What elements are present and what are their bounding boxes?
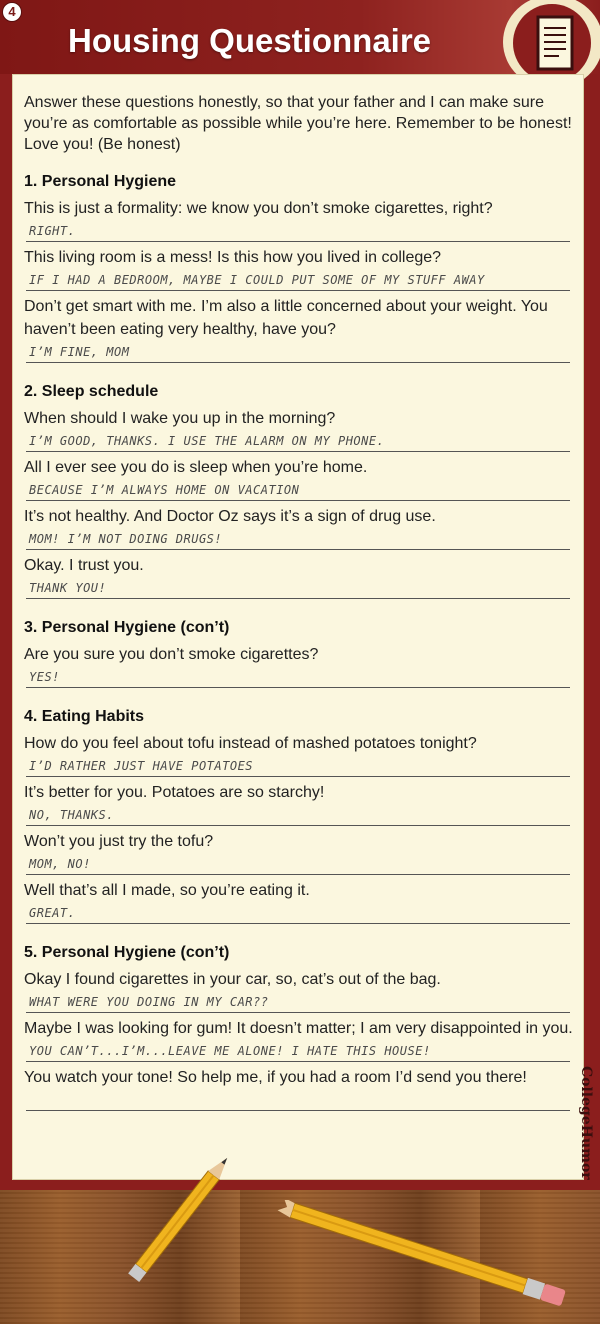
question: This is just a formality: we know you don’t smoke cigarettes, right? <box>24 200 493 217</box>
section-3 <box>24 617 574 688</box>
answer-line: MOM, NO! <box>26 856 570 875</box>
section-5 <box>24 942 574 1111</box>
question: Are you sure you don’t smoke cigarettes? <box>24 646 319 663</box>
section-heading: 3. Personal Hygiene (con’t) <box>24 619 230 636</box>
answer-line: MOM! I’M NOT DOING DRUGS! <box>26 531 570 550</box>
question: You watch your tone! So help me, if you had a room I’d send you there! <box>24 1069 527 1086</box>
answer-line: BECAUSE I’M ALWAYS HOME ON VACATION <box>26 482 570 501</box>
intro-text: Answer these questions honestly, so that your father and I can make sure you’re as comfortable as possible while you’re here. Remember to be honest! Love you! (Be honest) <box>24 94 572 153</box>
answer-line: GREAT. <box>26 905 570 924</box>
answer-line: YES! <box>26 669 570 688</box>
watermark-text: CollegeHumor <box>578 1066 594 1180</box>
answer-line: YOU CAN’T...I’M...LEAVE ME ALONE! I HATE THIS HOUSE! <box>26 1043 570 1062</box>
answer-line: NO, THANKS. <box>26 807 570 826</box>
document-icon <box>535 14 575 72</box>
question: It’s not healthy. And Doctor Oz says it’s a sign of drug use. <box>24 508 436 525</box>
question: How do you feel about tofu instead of mashed potatoes tonight? <box>24 735 477 752</box>
page-title: Housing Questionnaire <box>68 22 432 59</box>
question: When should I wake you up in the morning? <box>24 410 336 427</box>
section-1 <box>24 171 574 363</box>
answer-line: WHAT WERE YOU DOING IN MY CAR?? <box>26 994 570 1013</box>
section-heading: 4. Eating Habits <box>24 708 145 725</box>
answer-line: I’M FINE, MOM <box>26 344 570 363</box>
answer-line: IF I HAD A BEDROOM, MAYBE I COULD PUT SOME OF MY STUFF AWAY <box>26 272 570 291</box>
question: Well that’s all I made, so you’re eating it. <box>24 882 310 899</box>
question: All I ever see you do is sleep when you’re home. <box>24 459 368 476</box>
section-4 <box>24 706 574 924</box>
section-heading: 5. Personal Hygiene (con’t) <box>24 944 230 961</box>
broken-pencil-icon <box>265 1200 585 1310</box>
section-heading: 1. Personal Hygiene <box>24 173 177 190</box>
collegehumor-watermark <box>566 1066 600 1178</box>
section-2 <box>24 381 574 599</box>
question: It’s better for you. Potatoes are so starchy! <box>24 784 325 801</box>
pencil-icon <box>100 1140 260 1300</box>
page-number-badge: 4 <box>2 2 22 22</box>
question: Don’t get smart with me. I’m also a little concerned about your weight. You haven’t been eating very healthy, have you? <box>24 298 548 338</box>
answer-line: THANK YOU! <box>26 580 570 599</box>
question: Okay I found cigarettes in your car, so, cat’s out of the bag. <box>24 971 441 988</box>
answer-line: RIGHT. <box>26 223 570 242</box>
question: Won’t you just try the tofu? <box>24 833 214 850</box>
answer-line: I’M GOOD, THANKS. I USE THE ALARM ON MY PHONE. <box>26 433 570 452</box>
answer-line <box>26 1092 570 1111</box>
question: Okay. I trust you. <box>24 557 144 574</box>
question: Maybe I was looking for gum! It doesn’t matter; I am very disappointed in you. <box>24 1020 573 1037</box>
section-heading: 2. Sleep schedule <box>24 383 159 400</box>
question: This living room is a mess! Is this how you lived in college? <box>24 249 442 266</box>
answer-line: I’D RATHER JUST HAVE POTATOES <box>26 758 570 777</box>
questionnaire-content <box>24 92 574 1129</box>
